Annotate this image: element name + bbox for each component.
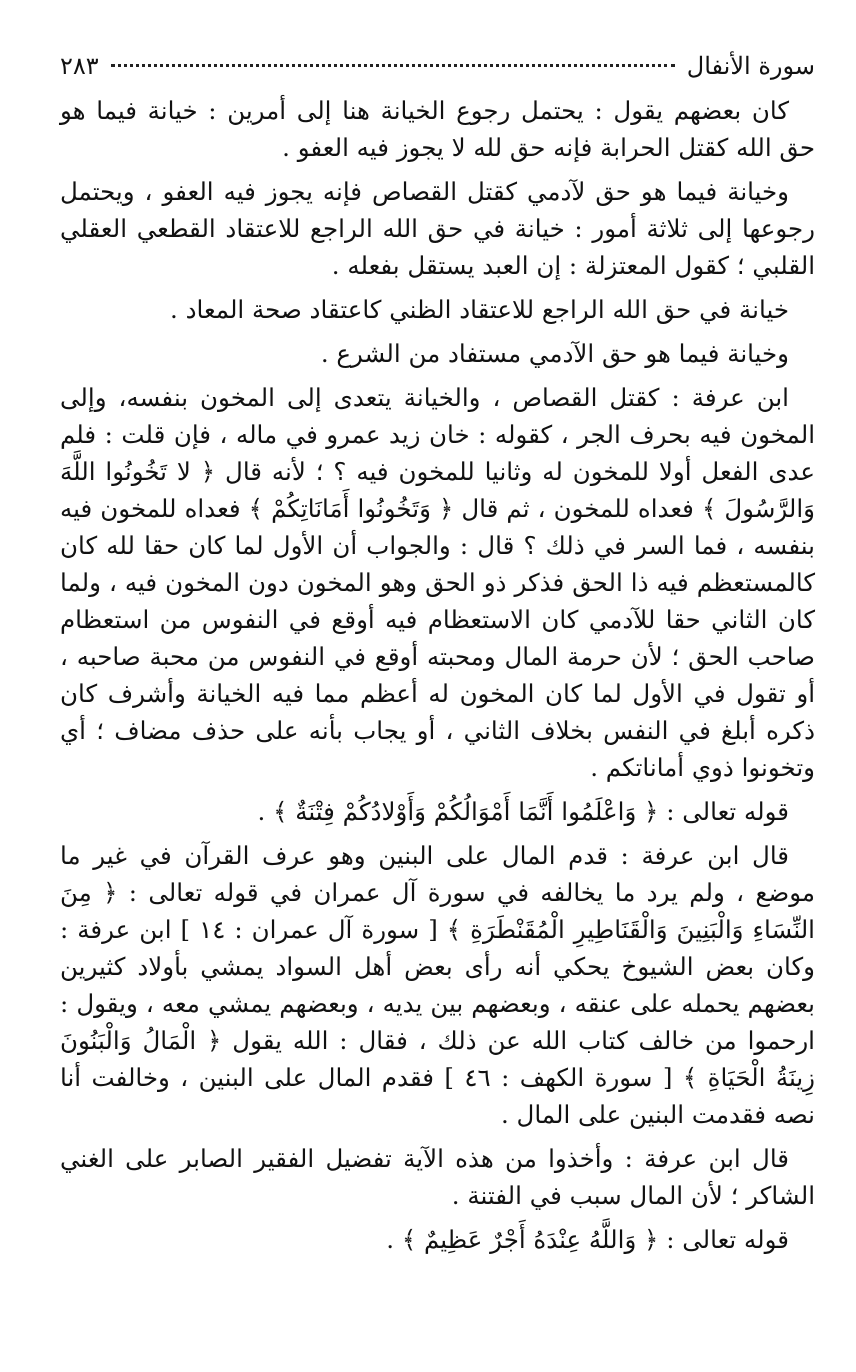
paragraph-8: قال ابن عرفة : وأخذوا من هذه الآية تفضيل الفقير الصابر على الغني الشاكر ؛ لأن المال سبب في الفتنة .: [60, 1144, 815, 1210]
paragraph-4: وخيانة فيما هو حق الآدمي مستفاد من الشرع .: [320, 339, 789, 368]
paragraph-5: ابن عرفة : كقتل القصاص ، والخيانة يتعدى إلى المخون بنفسه، وإلى المخون فيه بحرف الجر ، كقوله : خان زيد عمرو في ماله ، فإن قلت : فلم عدى الفعل أولا للمخون له وثانيا للمخون فيه ؟ ؛ لأنه قال ﴿ لا تَخُونُوا اللَّهَ وَالرَّسُولَ ﴾ فعداه للمخون ، ثم قال ﴿ وَتَخُونُوا أَمَانَاتِكُمْ ﴾ فعداه للمخون فيه بنفسه ، فما السر في ذلك ؟ قال : والجواب أن الأول لما كان حقا لله كان كالمستعظم فيه ذا الحق فذكر ذو الحق وهو المخون دون المخون فيه ، ولما كان الثاني حقا للآدمي كان الاستعظام فيه أوقع في النفوس من استعظام صاحب الحق ؛ لأن حرمة المال ومحبته أوقع في النفوس من محبة صاحبه ، أو تقول في الأول لما كان المخون له أعظم مما فيه الخيانة وأشرف كان ذكره أبلغ في النفس بخلاف الثاني ، أو يجاب بأنه على حذف مضاف ؛ أي وتخونوا ذوي أماناتكم .: [60, 383, 815, 782]
book-page: [60, 52, 815, 1258]
dotted-leader: [111, 64, 675, 67]
page-body: [60, 92, 815, 1258]
paragraph-9: قوله تعالى : ﴿ وَاللَّهُ عِنْدَهُ أَجْرٌ عَظِيمٌ ﴾ .: [386, 1225, 789, 1254]
paragraph-6: قوله تعالى : ﴿ وَاعْلَمُوا أَنَّمَا أَمْوَالُكُمْ وَأَوْلادُكُمْ فِتْنَةٌ ﴾ .: [257, 797, 789, 826]
page-number: ٢٨٣: [60, 52, 99, 80]
paragraph-7: قال ابن عرفة : قدم المال على البنين وهو عرف القرآن في غير ما موضع ، ولم يرد ما يخالفه في سورة آل عمران في قوله تعالى : ﴿ مِنَ النِّسَاءِ وَالْبَنِينَ وَالْقَنَاطِيرِ الْمُقَنْطَرَةِ ﴾ [ سورة آل عمران : ١٤ ] ابن عرفة : وكان بعض الشيوخ يحكي أنه رأى بعض أهل السواد يمشي بأولاد كثيرين بعضهم يحمله على عنقه ، وبعضهم بين يديه ، وبعضهم يمشي معه ، ويقول : ارحموا من خالف كتاب الله عن ذلك ، فقال : الله يقول ﴿ الْمَالُ وَالْبَنُونَ زِينَةُ الْحَيَاةِ ﴾ [ سورة الكهف : ٤٦ ] فقدم المال على البنين ، وخالفت أنا نصه فقدمت البنين على المال .: [60, 841, 815, 1129]
page-header: [60, 52, 815, 92]
paragraph-3: خيانة في حق الله الراجع للاعتقاد الظني كاعتقاد صحة المعاد .: [170, 295, 789, 324]
paragraph-2: وخيانة فيما هو حق لآدمي كقتل القصاص فإنه يجوز فيه العفو ، ويحتمل رجوعها إلى ثلاثة أمور : خيانة في حق الله الراجع للاعتقاد القطعي العقلي القلبي ؛ كقول المعتزلة : إن العبد يستقل بفعله .: [60, 177, 815, 280]
running-title: سورة الأنفال: [686, 52, 815, 80]
paragraph-1: كان بعضهم يقول : يحتمل رجوع الخيانة هنا إلى أمرين : خيانة فيما هو حق الله كقتل الحرابة فإنه حق لله لا يجوز فيه العفو .: [60, 96, 815, 162]
